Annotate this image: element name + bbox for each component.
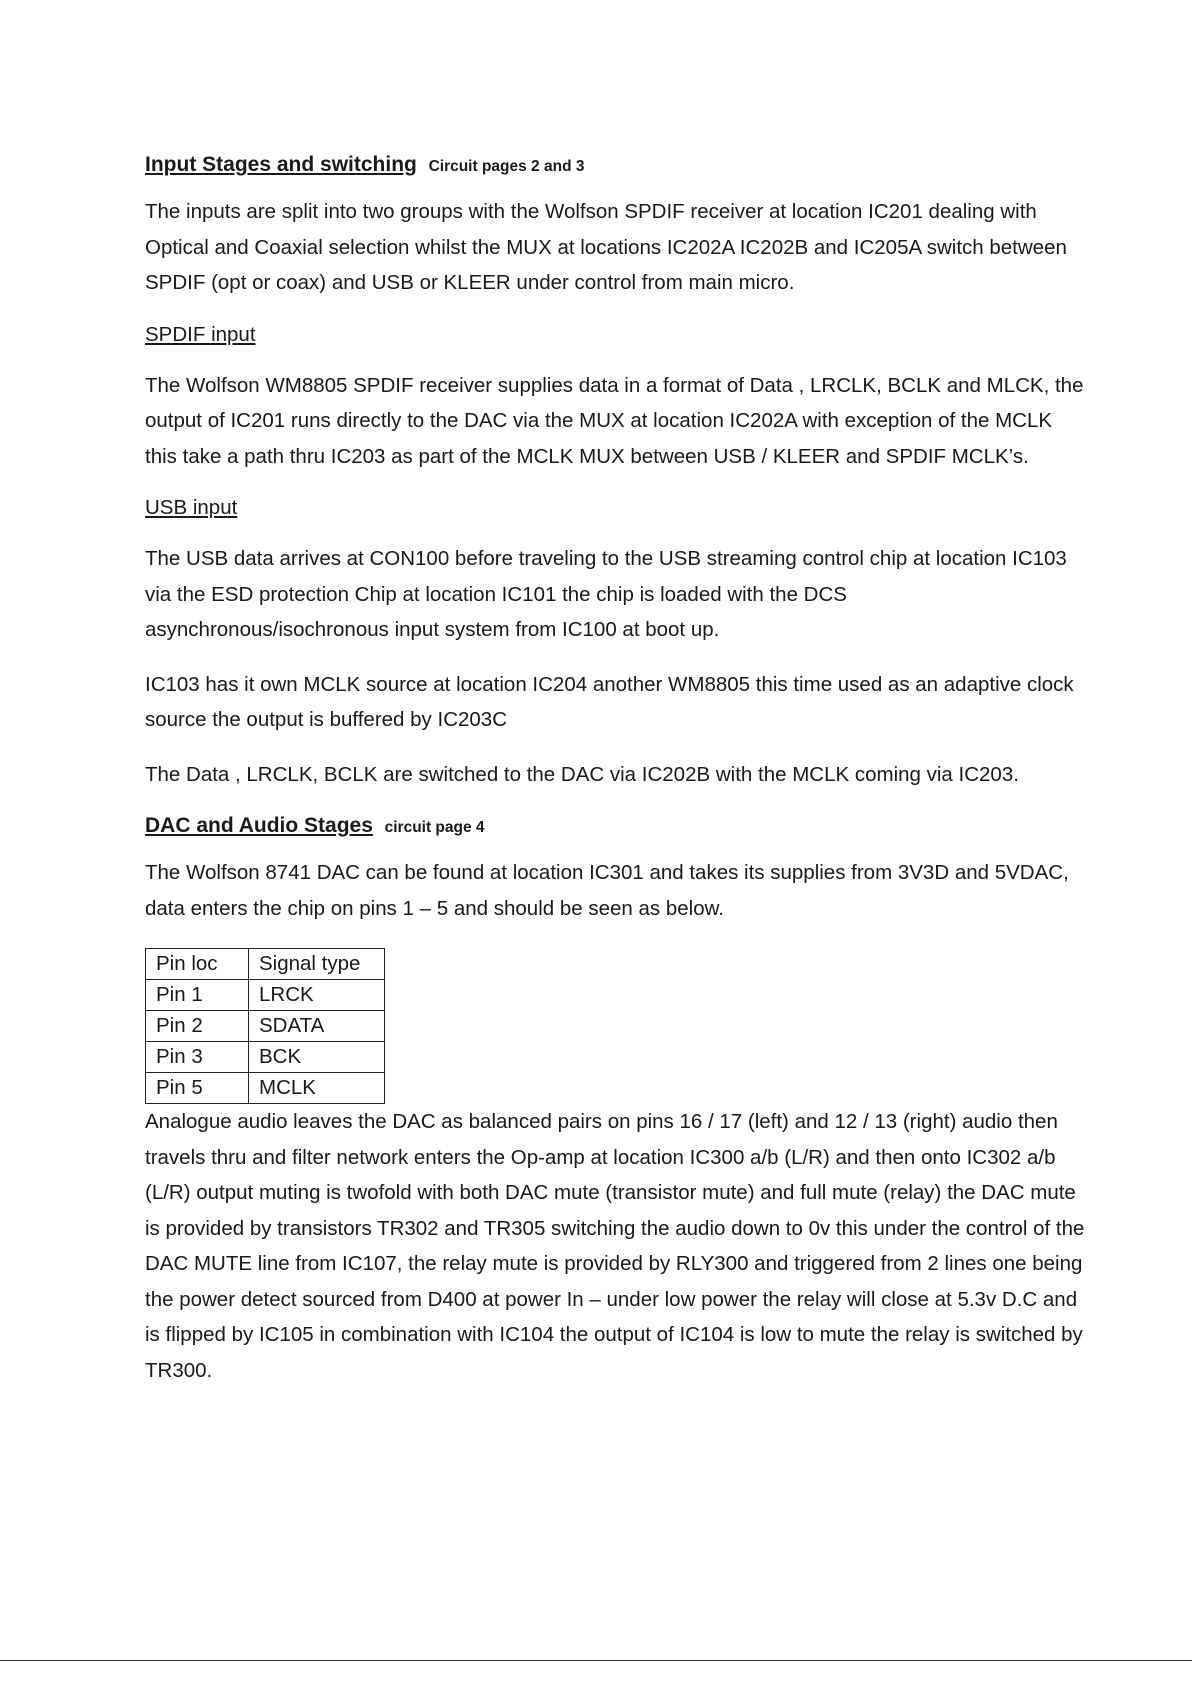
table-cell: Pin 3 xyxy=(146,1042,249,1073)
table-cell: Pin 2 xyxy=(146,1011,249,1042)
table-cell: MCLK xyxy=(249,1073,385,1104)
paragraph-usb-2: IC103 has it own MCLK source at location IC204 another WM8805 this time used as an adaptive clock source the output is buffered by IC203C xyxy=(145,672,1074,731)
paragraph-analogue-audio: Analogue audio leaves the DAC as balanced pairs on pins 16 / 17 (left) and 12 / 13 (right) audio then travels thru and filter network enters the Op-amp at location IC300 a/b (L/R) and then onto IC302 a/b (L/R) output muting is twofold with both DAC mute (transistor mute) and full mute (relay) the DAC mute is provided by transistors TR302 and TR305 switching the audio down to 0v this under the control of the DAC MUTE line from IC107, the relay mute is provided by RLY300 and triggered from 2 lines one being the power detect sourced from D400 at power In – under low power the relay will close at 5.3v D.C and is flipped by IC105 in combination with IC104 the output of IC104 is low to mute the relay is switched by TR300. xyxy=(145,1110,1085,1382)
section-subtitle: circuit page 4 xyxy=(384,819,485,836)
table-cell: Pin 5 xyxy=(146,1073,249,1104)
table-row xyxy=(146,980,385,1011)
table-cell: LRCK xyxy=(249,980,385,1011)
table-cell: Pin 1 xyxy=(146,980,249,1011)
subheading-spdif-input: SPDIF input xyxy=(145,322,256,346)
paragraph-inputs-intro: The inputs are split into two groups with the Wolfson SPDIF receiver at location IC201 dealing with Optical and Coaxial selection whilst the MUX at locations IC202A IC202B and IC205A switch between SPDIF (opt or coax) and USB or KLEER under control from main micro. xyxy=(145,200,1067,294)
document-page xyxy=(145,150,1085,1407)
table-header-cell: Signal type xyxy=(249,949,385,980)
section-heading-dac-audio xyxy=(145,811,1085,843)
table-cell: SDATA xyxy=(249,1011,385,1042)
table-row xyxy=(146,1011,385,1042)
table-row xyxy=(146,1042,385,1073)
section-heading-input-stages xyxy=(145,150,1085,182)
page-footer-rule xyxy=(0,1660,1192,1661)
table-cell: BCK xyxy=(249,1042,385,1073)
paragraph-spdif: The Wolfson WM8805 SPDIF receiver supplies data in a format of Data , LRCLK, BCLK and MLCK, the output of IC201 runs directly to the DAC via the MUX at location IC202A with exception of the MCLK this take a path thru IC203 as part of the MCLK MUX between USB / KLEER and SPDIF MCLK’s. xyxy=(145,373,1084,468)
section-title: DAC and Audio Stages xyxy=(145,814,373,837)
table-header-cell: Pin loc xyxy=(146,949,249,980)
section-subtitle: Circuit pages 2 and 3 xyxy=(428,158,585,175)
paragraph-usb-3: The Data , LRCLK, BCLK are switched to the DAC via IC202B with the MCLK coming via IC203. xyxy=(145,762,1019,786)
pin-signal-table xyxy=(145,948,385,1104)
section-title: Input Stages and switching xyxy=(145,153,417,176)
subheading-usb-input: USB input xyxy=(145,496,238,519)
table-header-row xyxy=(146,949,385,980)
paragraph-dac-intro: The Wolfson 8741 DAC can be found at location IC301 and takes its supplies from 3V3D and 5VDAC, data enters the chip on pins 1 – 5 and should be seen as below. xyxy=(145,861,1069,920)
paragraph-usb-1: The USB data arrives at CON100 before traveling to the USB streaming control chip at location IC103 via the ESD protection Chip at location IC101 the chip is loaded with the DCS asynchronous/isochronous input system from IC100 at boot up. xyxy=(145,547,1067,641)
table-row xyxy=(146,1073,385,1104)
